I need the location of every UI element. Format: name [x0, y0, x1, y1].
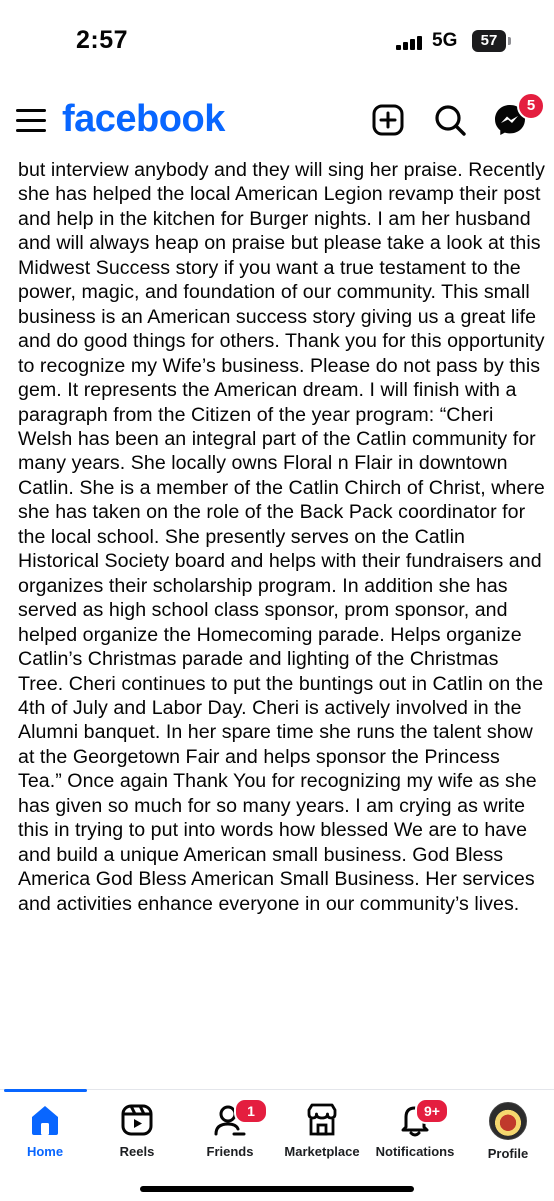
- facebook-logo[interactable]: facebook: [62, 98, 225, 140]
- friends-badge: 1: [234, 1098, 268, 1124]
- tab-label-home: Home: [26, 1144, 64, 1159]
- active-tab-indicator: [4, 1089, 87, 1092]
- home-indicator: [140, 1186, 414, 1192]
- clipped-text-line: [18, 150, 538, 158]
- menu-icon[interactable]: [16, 107, 46, 135]
- profile-avatar: [489, 1102, 527, 1140]
- tab-friends[interactable]: [180, 1102, 280, 1172]
- post-body: [18, 158, 546, 1078]
- tab-label-profile: Profile: [487, 1146, 529, 1161]
- search-icon[interactable]: [432, 102, 468, 138]
- tab-reels[interactable]: [87, 1102, 187, 1172]
- battery-icon: 57: [472, 30, 506, 52]
- tab-label-notifications: Notifications: [375, 1144, 455, 1159]
- tab-notifications[interactable]: [365, 1102, 465, 1172]
- tab-label-reels: Reels: [119, 1144, 155, 1159]
- post-text: but interview anybody and they will sing her praise. Recently she has helped the local American Legion revamp their post and help in the kitchen for Burger nights. I am her husband and will always heap on praise but please take a look at this Midwest Success story if you want a true testament to the power, magic, and foundation of our community. This small business is an American success story giving us a great life and do good things for others. Thank you for this opportunity to recognize my Wife’s business. Please do not pass by this gem. It represents the American dream. I will finish with a paragraph from the Citizen of the year program: “Cheri Welsh has been an integral part of the Catlin community for many years. She locally owns Floral n Flair in downtown Catlin. She is a member of the Catlin Chirch of Christ, where she has taken on the role of the Back Pack coordinator for the local school. She presently serves on the Catlin Historical Society board and helps with their fundraisers and organizes their scholarship program. In addition she has served as high school class sponsor, prom sponsor, and helped organize the Homecoming parade. Helps organize Catlin’s Christmas parade and lighting of the Christmas Tree. Cheri continues to put the buntings out in Catlin on the 4th of July and Labor Day. Cheri is actively involved in the Alumni banquet. In her spare time she runs the talent show at the Georgetown Fair and helps sponsor the Princess Tea.” Once again Thank You for recognizing my wife as she has given so much for so many years. I am crying as write this in trying to put into words how blessed We are to have and build a unique American small business. God Bless America God Bless American Small Business. Her services and activities enhance everyone in our community’s lives.: [18, 159, 545, 915]
- tab-label-friends: Friends: [206, 1144, 254, 1159]
- status-bar: [0, 0, 554, 88]
- reels-icon: [119, 1102, 155, 1138]
- messenger-badge: 5: [517, 92, 545, 120]
- create-icon[interactable]: [370, 102, 406, 138]
- tab-marketplace[interactable]: [272, 1102, 372, 1172]
- app-header: [0, 88, 554, 156]
- tab-profile[interactable]: [458, 1102, 554, 1172]
- network-type: 5G: [432, 30, 458, 51]
- signal-icon: [396, 34, 424, 50]
- marketplace-icon: [304, 1102, 340, 1138]
- home-icon: [27, 1102, 63, 1138]
- notifications-badge: 9+: [415, 1098, 449, 1124]
- tab-label-marketplace: Marketplace: [284, 1144, 360, 1159]
- tab-home[interactable]: [0, 1102, 95, 1172]
- status-time: 2:57: [76, 26, 129, 54]
- battery-tip: [508, 37, 511, 45]
